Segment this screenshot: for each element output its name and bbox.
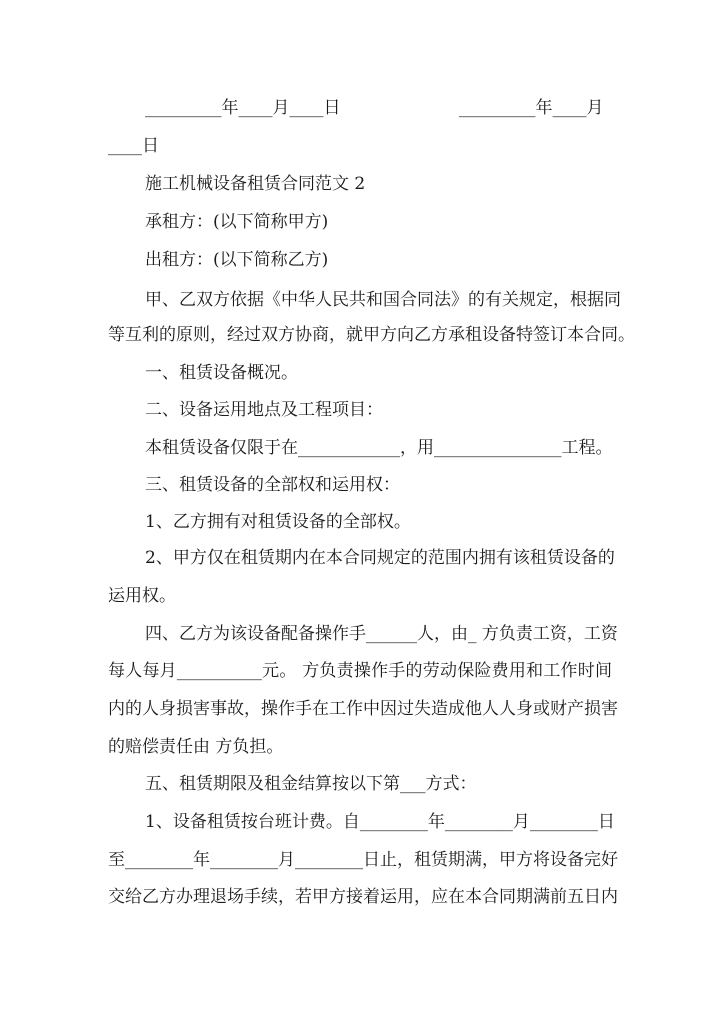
section-2-heading: 二、设备运用地点及工程项目： — [145, 400, 383, 420]
date-line-left: _________年____月____日 — [145, 98, 341, 118]
section-5-item-1-line-2: 至________年________月________日止，租赁期满，甲方将设备完好 — [108, 850, 618, 870]
section-2-body: 本租赁设备仅限于在____________，用_______________工程。 — [145, 438, 613, 458]
section-4-line-4: 的赔偿责任由 方负担。 — [108, 737, 284, 757]
lessee-line: 承租方：(以下简称甲方) — [145, 212, 329, 232]
section-4-line-3: 内的人身损害事故，操作手在工作中因过失造成他人人身或财产损害 — [108, 699, 618, 719]
section-4-line-1: 四、乙方为该设备配备操作手______人，由_ 方负责工资，工资 — [145, 624, 618, 644]
contract-title: 施工机械设备租赁合同范文 2 — [145, 174, 366, 194]
section-5-item-1-line-1: 1、设备租赁按台班计费。自________年________月________日 — [145, 812, 615, 832]
lessor-line: 出租方：(以下简称乙方) — [145, 250, 329, 270]
section-5-item-1-line-3: 交给乙方办理退场手续，若甲方接着运用，应在本合同期满前五日内 — [108, 887, 618, 907]
section-5-heading: 五、租赁期限及租金结算按以下第___方式： — [145, 774, 477, 794]
section-3-heading: 三、租赁设备的全部权和运用权： — [145, 475, 400, 495]
intro-line-2: 等互利的原则，经过双方协商，就甲方向乙方承租设备特签订本合同。 — [108, 325, 635, 345]
intro-line-1: 甲、乙双方依据《中华人民共和国合同法》的有关规定，根据同 — [145, 290, 621, 310]
section-1-heading: 一、租赁设备概况。 — [145, 363, 298, 383]
date-line-wrap: ____日 — [108, 136, 159, 156]
section-4-line-2: 每人每月__________元。 方负责操作手的劳动保险费用和工作时间 — [108, 661, 612, 681]
date-line-right: _________年____月 — [459, 98, 604, 118]
section-3-item-2-line-1: 2、甲方仅在租赁期内在本合同规定的范围内拥有该租赁设备的 — [145, 548, 615, 568]
section-3-item-1: 1、乙方拥有对租赁设备的全部权。 — [145, 512, 411, 532]
section-3-item-2-line-2: 运用权。 — [108, 586, 176, 606]
